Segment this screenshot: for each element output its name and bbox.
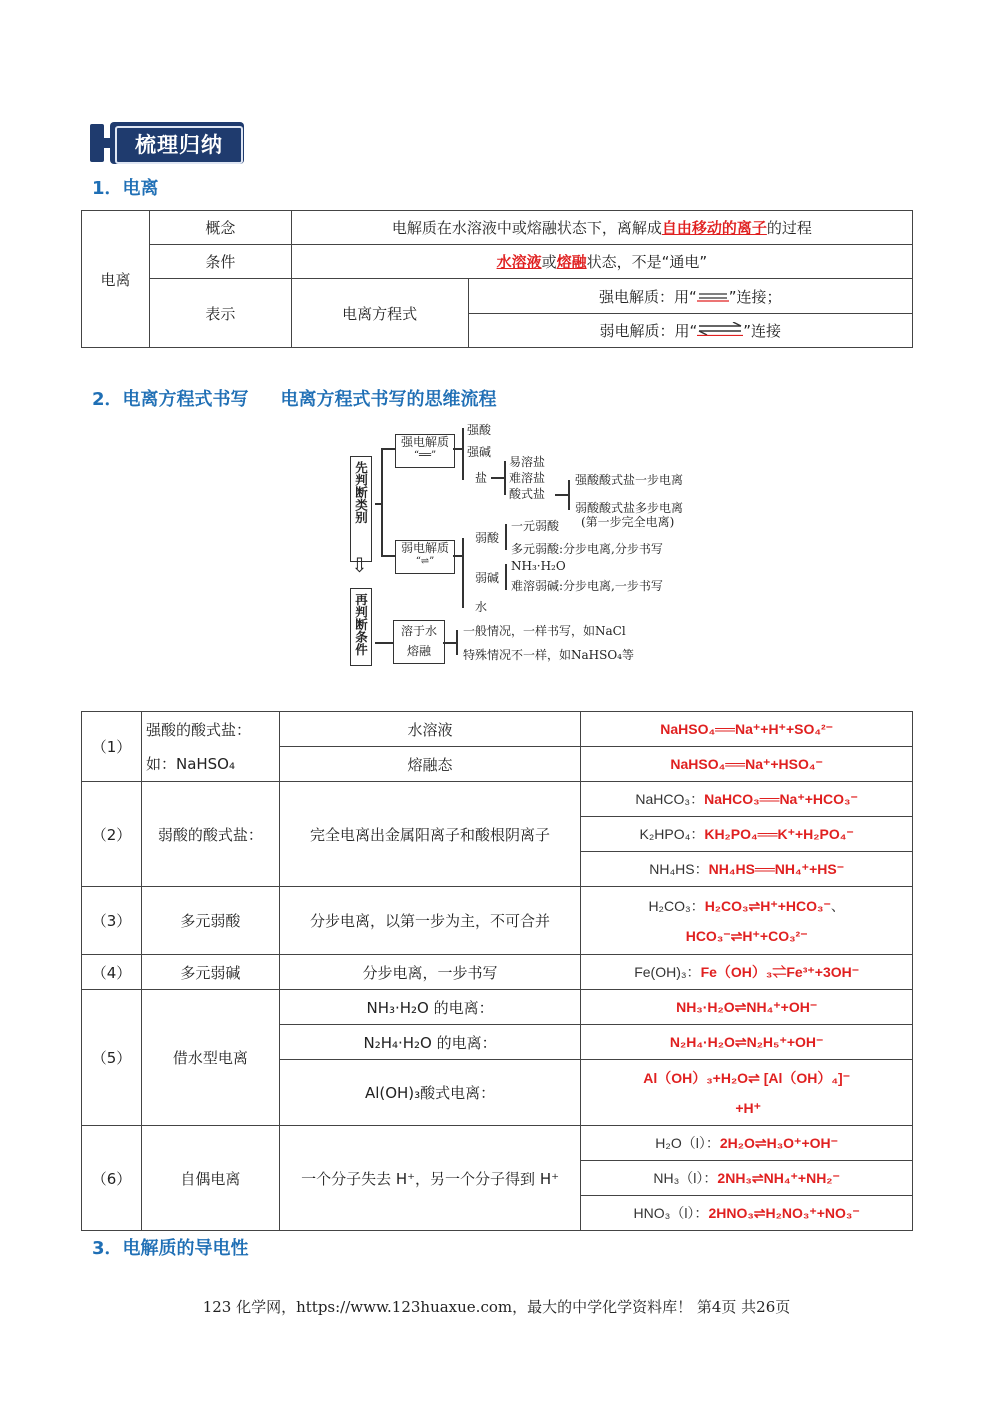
insoluble-salt: 难溶盐	[509, 471, 546, 485]
row-no: （6）	[82, 1126, 142, 1231]
condition: 水溶液	[279, 712, 581, 747]
equation: NH₃（l）：2NH₃⇌NH₄⁺+NH₂⁻	[581, 1161, 913, 1196]
repr-type: 电离方程式	[291, 279, 468, 348]
section1-heading: 1．电离	[92, 178, 159, 199]
description: 分步电离，以第一步为主，不可合并	[279, 887, 581, 955]
water: 水	[475, 600, 488, 614]
insoluble-weak-base: 难溶弱碱:分步电离,一步书写	[511, 579, 663, 593]
section3-heading: 3．电解质的导电性	[92, 1238, 249, 1259]
equations-table	[81, 711, 913, 1231]
weak-acid-salt-note: (第一步完全电离)	[581, 515, 675, 529]
equation: H₂O（l）：2H₂O⇌H₃O⁺+OH⁻	[581, 1126, 913, 1161]
mono-weak-acid: 一元弱酸	[511, 519, 560, 533]
weak-electrolyte-box: 弱电解质 “⇌”	[395, 540, 455, 574]
equals-symbol	[697, 290, 729, 302]
special-case: 特殊情况不一样，如NaHSO₄等	[463, 648, 634, 662]
equation: K₂HPO₄：KH₂PO₄══K⁺+H₂PO₄⁻	[581, 817, 913, 852]
condition: N₂H₄·H₂O 的电离：	[279, 1025, 581, 1060]
condition-box: 溶于水 熔融	[393, 620, 445, 664]
salt: 盐	[475, 471, 488, 485]
ammonia-hydrate: NH₃·H₂O	[511, 559, 566, 573]
equation: NaHSO₄══Na⁺+H⁺+SO₄²⁻	[581, 712, 913, 747]
concept-label: 概念	[149, 211, 291, 245]
strong-electrolyte: 强电解质：用“ ”连接；	[468, 279, 913, 314]
condition: 熔融态	[279, 747, 581, 782]
equation: N₂H₄·H₂O⇌N₂H₅⁺+OH⁻	[581, 1025, 913, 1060]
thinking-flowchart	[345, 420, 725, 670]
description: 完全电离出金属阳离子和酸根阴离子	[279, 782, 581, 887]
section-banner	[90, 122, 246, 166]
equilibrium-symbol	[697, 322, 743, 336]
soluble-salt: 易溶盐	[509, 455, 546, 469]
row-header: 电离	[82, 211, 150, 348]
equation: NaHSO₄══Na⁺+HSO₄⁻	[581, 747, 913, 782]
strong-electrolyte-box: 强电解质 “══”	[395, 434, 455, 468]
down-arrow-icon: ⇩	[351, 553, 368, 577]
equation: NH₄HS：NH₄HS══NH₄⁺+HS⁻	[581, 852, 913, 887]
poly-weak-acid: 多元弱酸:分步电离,分步书写	[511, 542, 663, 556]
ionization-table	[81, 210, 913, 348]
row-no: （3）	[82, 887, 142, 955]
condition-text: 水溶液或熔融状态，不是“通电”	[291, 245, 912, 279]
concept-highlight: 自由移动的离子	[661, 219, 767, 237]
weak-acid-salt: 弱酸酸式盐多步电离	[575, 501, 684, 515]
description: 一个分子失去 H⁺，另一个分子得到 H⁺	[279, 1126, 581, 1231]
equation: HNO₃（l）：2HNO₃⇌H₂NO₃⁺+NO₃⁻	[581, 1196, 913, 1231]
row-no: （4）	[82, 955, 142, 990]
weak-base: 弱碱	[475, 571, 500, 585]
description: 分步电离，一步书写	[279, 955, 581, 990]
section2-heading: 2．电离方程式书写 电离方程式书写的思维流程	[92, 389, 497, 410]
general-case: 一般情况，一样书写，如NaCl	[463, 624, 626, 638]
second-judge-box: 再判断条件	[350, 588, 372, 666]
type-name: 自偶电离	[141, 1126, 279, 1231]
condition: NH₃·H₂O 的电离：	[279, 990, 581, 1025]
row-no: （1）	[82, 712, 142, 782]
equation: Al（OH）₃+H₂O⇌ [Al（OH）₄]⁻ +H⁺	[581, 1060, 913, 1126]
weak-electrolyte: 弱电解质：用“ ”连接	[468, 314, 913, 348]
equation: NH₃·H₂O⇌NH₄⁺+OH⁻	[581, 990, 913, 1025]
strong-acid-salt: 强酸酸式盐一步电离	[575, 473, 684, 487]
type-name: 多元弱碱	[141, 955, 279, 990]
equation: H₂CO₃：H₂CO₃⇌H⁺+HCO₃⁻、 HCO₃⁻⇌H⁺+CO₃²⁻	[581, 887, 913, 955]
concept-text: 电解质在水溶液中或熔融状态下，离解成自由移动的离子的过程	[291, 211, 912, 245]
type-name: 强酸的酸式盐： 如：NaHSO₄	[141, 712, 279, 782]
equation: Fe(OH)₃：Fe（OH）₃⇌Fe³⁺+3OH⁻	[581, 955, 913, 990]
row-no: （2）	[82, 782, 142, 887]
banner-title: 梳理归纳	[115, 126, 243, 164]
strong-base: 强碱	[467, 445, 492, 459]
acid-salt: 酸式盐	[509, 487, 546, 501]
type-name: 借水型电离	[141, 990, 279, 1126]
weak-acid: 弱酸	[475, 531, 500, 545]
type-name: 弱酸的酸式盐：	[141, 782, 279, 887]
equation: NaHCO₃：NaHCO₃══Na⁺+HCO₃⁻	[581, 782, 913, 817]
row-no: （5）	[82, 990, 142, 1126]
type-name: 多元弱酸	[141, 887, 279, 955]
condition-label: 条件	[149, 245, 291, 279]
strong-acid: 强酸	[467, 423, 492, 437]
repr-label: 表示	[149, 279, 291, 348]
first-judge-box: 先判断类别	[350, 456, 372, 562]
page-footer: 123 化学网，https://www.123huaxue.com，最大的中学化学资料库！ 第4页 共26页	[202, 1298, 791, 1316]
condition: Al(OH)₃酸式电离：	[279, 1060, 581, 1126]
